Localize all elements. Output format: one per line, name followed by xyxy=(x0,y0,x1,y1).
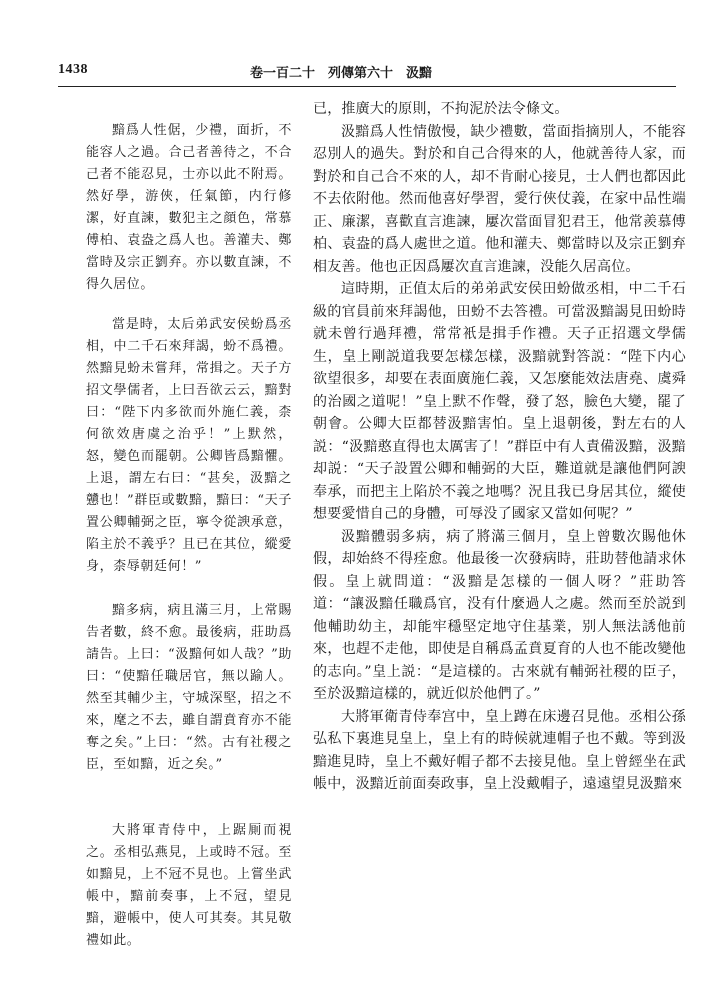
original-paragraph-text: 當是時，太后弟武安侯蚡爲丞相，中二千石來拜謁，蚡不爲禮。然黯見蚡未嘗拜，常揖之。天子方招文學儒者，上曰吾欲云云，黯對曰：“陛下内多欲而外施仁義，柰何欲效唐虞之治乎！”上默然，怒，變色而罷朝。公卿皆爲黯懼。上退，謂左右曰：“甚矣，汲黯之戇也！”群臣或數黯，黯曰：“天子置公卿輔弼之臣，寧令從諛承意，陷主於不義乎？且已在其位，縱愛身，柰辱朝廷何！” xyxy=(86,317,292,574)
translation-paragraph: 這時期，正值太后的弟弟武安侯田蚡做丞相，中二千石級的官員前來拜謁他，田蚡不去答禮。可當汲黯謁見田蚡時就未曾行過拜禮，常常衹是揖手作禮。天子正招選文學儒生，皇上剛説道我要怎樣怎樣，汲黯就對答説：“陛下内心欲望很多，却要在表面廣施仁義，又怎麼能效法唐堯、虞舜的治國之道呢！”皇上默不作聲，發了怒，臉色大變，罷了朝會。公卿大臣都替汲黯害怕。皇上退朝後，對左右的人説：“汲黯憨直得也太厲害了！”群臣中有人責備汲黯，汲黯却説：“天子設置公卿和輔弼的大臣，難道就是讓他們阿諛奉承，而把主上陷於不義之地嗎？況且我已身居其位，縱使想要愛惜自己的身體，可辱没了國家又當如何呢？” xyxy=(313,281,686,522)
translation-paragraph: 已，推廣大的原則，不拘泥於法令條文。 xyxy=(313,101,569,117)
running-head: 卷一百二十 列傳第六十 汲黯 xyxy=(250,66,433,81)
original-paragraph-text: 大將軍青侍中，上踞厠而視之。丞相弘燕見，上或時不冠。至如黯見，上不冠不見也。上嘗坐武帳中，黯前奏事，上不冠，望見黯，避帳中，使人可其奏。其見敬禮如此。 xyxy=(86,823,292,948)
original-paragraph xyxy=(86,120,292,296)
translation-paragraph: 大將軍衛青侍奉宫中，皇上蹲在床邊召見他。丞相公孫弘私下裏進見皇上，皇上有的時候就連帽子也不戴。等到汲黯進見時，皇上不戴好帽子都不去接見他。皇上曾經坐在武帳中，汲黯近前面奏政事，皇上没戴帽子，遠遠望見汲黯來 xyxy=(313,708,686,792)
header-rule xyxy=(58,86,676,87)
page-number: 1438 xyxy=(58,62,88,77)
translation-paragraph: 汲黯爲人性情傲慢，缺少禮數，當面指摘別人，不能容忍別人的過失。對於和自己合得來的人，他就善待人家，而對於和自己合不來的人，却不肯耐心接見，士人們也都因此不去依附他。然而他喜好學習，愛行俠仗義，在家中品性端正、廉潔，喜歡直言進諫，屢次當面冒犯君王，他常羨慕傅柏、袁盎的爲人處世之道。他和灌夫、鄭當時以及宗正劉弃相友善。他也正因爲屢次直言進諫，没能久居高位。 xyxy=(313,123,686,275)
original-paragraph-text: 黯爲人性倨，少禮，面折，不能容人之過。合己者善待之，不合己者不能忍見，士亦以此不附焉。然好學，游俠，任氣節，内行修潔，好直諫，數犯主之顔色，常慕傅柏、袁盎之爲人也。善灌夫、鄭當時及宗正劉弃。亦以數直諫，不得久居位。 xyxy=(86,123,292,292)
original-paragraph xyxy=(86,600,292,776)
original-paragraph xyxy=(86,820,292,952)
translation-paragraph: 汲黯體弱多病，病了將滿三個月，皇上曾數次賜他休假，却始終不得痊愈。他最後一次發病時，莊助替他請求休假。皇上就問道：“汲黯是怎樣的一個人呀？”莊助答道：“讓汲黯任職爲官，没有什麼過人之處。然而至於説到他輔助幼主，却能牢穩堅定地守住基業，别人無法誘他前來，也趕不走他，即使是自稱爲孟賁夏育的人也不能改變他的志向。”皇上説：“是這樣的。古來就有輔弼社稷的臣子，至於汲黯這樣的，就近似於他們了。” xyxy=(313,528,686,702)
original-paragraph-text: 黯多病，病且滿三月，上常賜告者數，終不愈。最後病，莊助爲請告。上曰：“汲黯何如人哉？”助曰：“使黯任職居官，無以踰人。然至其輔少主，守城深堅，招之不來，麾之不去，雖自謂賁育亦不能奪之矣。”上曰：“然。古有社稷之臣，至如黯，近之矣。” xyxy=(86,603,292,772)
original-paragraph xyxy=(86,314,292,578)
original-text-column xyxy=(86,88,292,948)
translation-column xyxy=(313,98,686,978)
